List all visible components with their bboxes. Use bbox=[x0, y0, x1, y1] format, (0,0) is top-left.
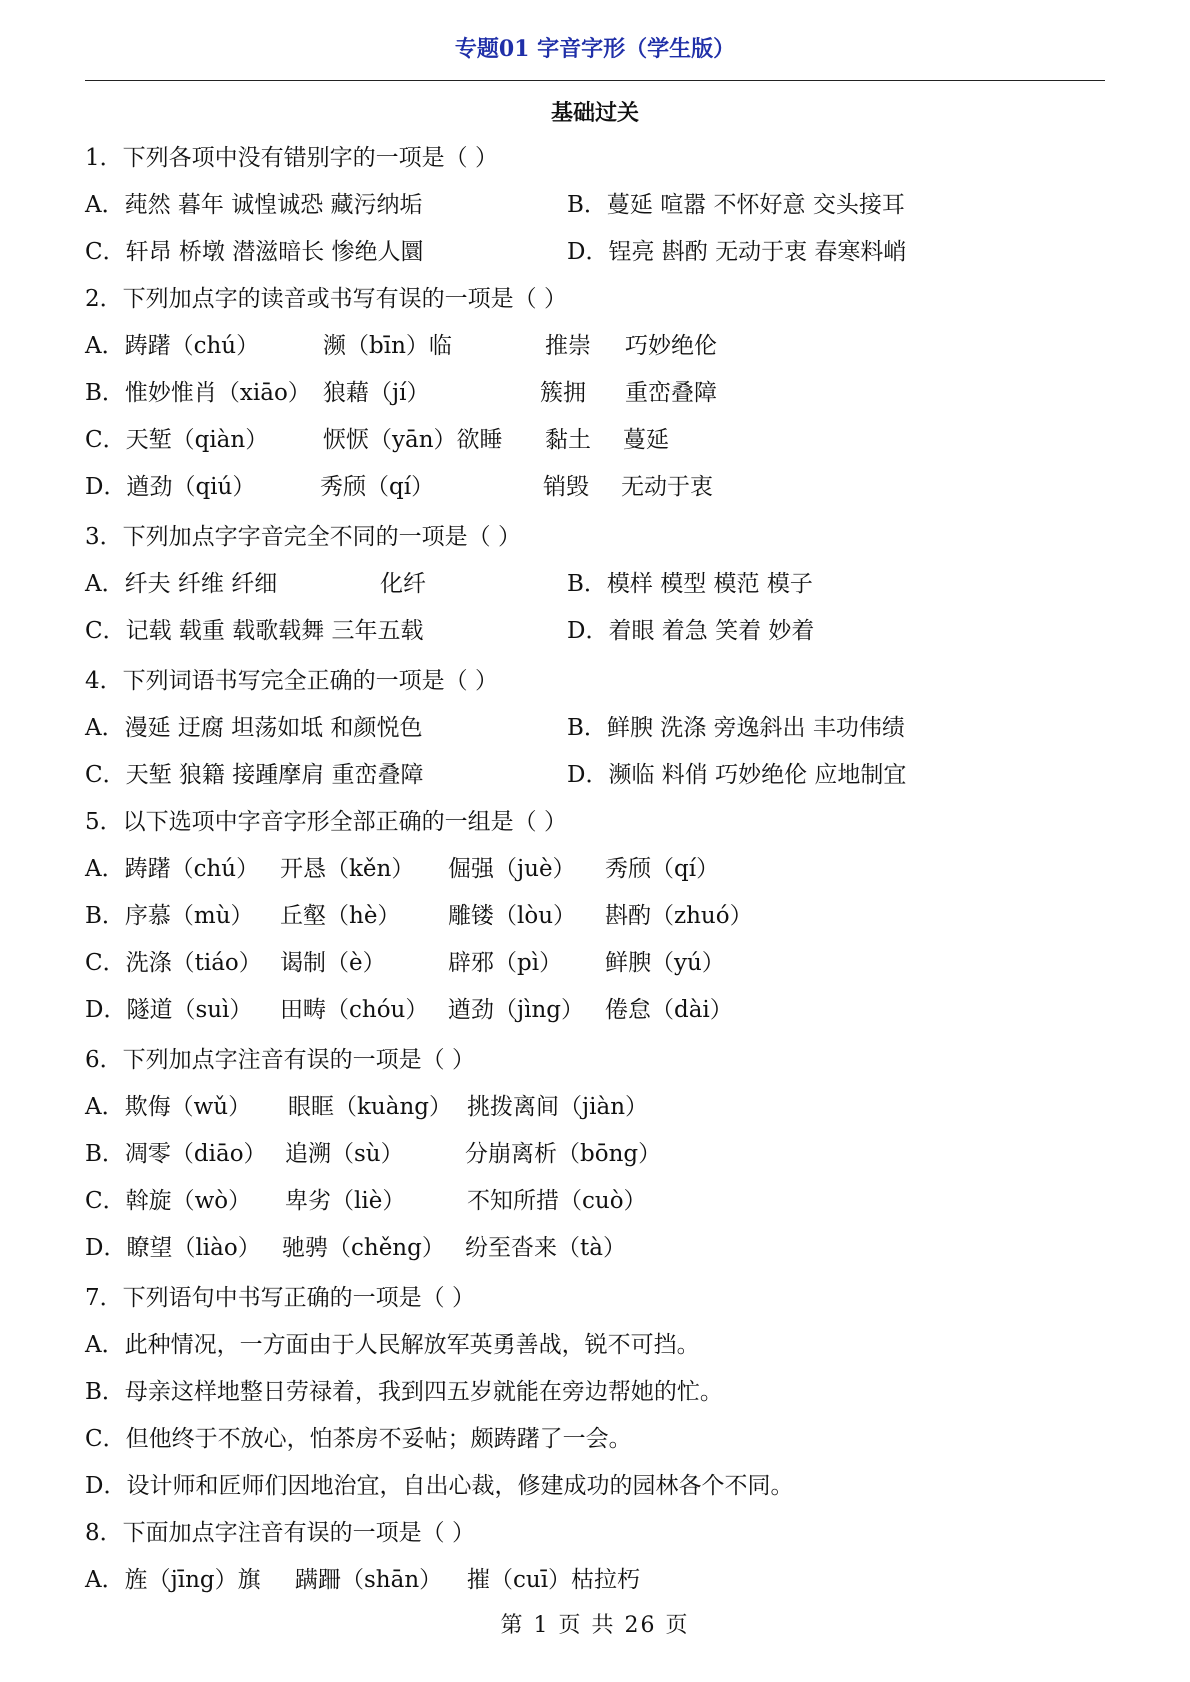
option-c-item: 鲜腴（yú） bbox=[605, 950, 725, 976]
question-stem: 1．下列各项中没有错别字的一项是（ ） bbox=[85, 145, 498, 171]
option-d: D．设计师和匠师们因地治宜，自出心裁，修建成功的园林各个不同。 bbox=[85, 1473, 794, 1499]
option-row bbox=[85, 846, 1105, 893]
option-d-item: 田畴（chóu） bbox=[280, 997, 429, 1023]
page-number: 第 1 页 共 26 页 bbox=[500, 1613, 690, 1638]
question-stem: 4．下列词语书写完全正确的一项是（ ） bbox=[85, 668, 498, 694]
option-c-item: C．洗涤（tiáo） bbox=[85, 950, 262, 976]
option-row bbox=[85, 705, 1105, 752]
option-c: C．轩昂 桥墩 潜滋暗长 惨绝人圜 bbox=[85, 239, 424, 265]
option-b-item: B．凋零（diāo） bbox=[85, 1141, 267, 1167]
option-d: D．着眼 着急 笑着 妙着 bbox=[567, 618, 815, 644]
option-b-item: 簇拥 bbox=[540, 380, 586, 406]
option-row bbox=[85, 1322, 1105, 1369]
question-stem: 6．下列加点字注音有误的一项是（ ） bbox=[85, 1047, 475, 1073]
option-b-item: 重峦叠障 bbox=[625, 380, 717, 406]
option-row bbox=[85, 1178, 1105, 1225]
question-stem: 5．以下选项中字音字形全部正确的一组是（ ） bbox=[85, 809, 567, 835]
option-d-item: D．隧道（suì） bbox=[85, 997, 253, 1023]
header-divider bbox=[85, 80, 1105, 81]
option-b-item: 丘壑（hè） bbox=[280, 903, 401, 929]
option-d-item: 无动于衷 bbox=[621, 474, 713, 500]
option-b-item: 狼藉（jí） bbox=[323, 380, 430, 406]
option-d-item: D．瞭望（liào） bbox=[85, 1235, 261, 1261]
option-row bbox=[85, 1557, 1105, 1604]
option-row bbox=[85, 1416, 1105, 1463]
option-a-item: 挑拨离间（jiàn） bbox=[467, 1094, 649, 1120]
option-b-item: 追溯（sù） bbox=[285, 1141, 404, 1167]
option-a-item: A．踌躇（chú） bbox=[85, 333, 260, 359]
option-c-item: C．斡旋（wò） bbox=[85, 1188, 252, 1214]
option-c-item: 不知所措（cuò） bbox=[467, 1188, 647, 1214]
option-b-item: B．惟妙惟肖（xiāo） bbox=[85, 380, 311, 406]
option-b: B．母亲这样地整日劳禄着，我到四五岁就能在旁边帮她的忙。 bbox=[85, 1379, 723, 1405]
option-a-item: 巧妙绝伦 bbox=[625, 333, 717, 359]
option-d-item: 纷至沓来（tà） bbox=[465, 1235, 626, 1261]
document-title: 专题01 字音字形（学生版） bbox=[454, 36, 736, 62]
option-c-item: 卑劣（liè） bbox=[285, 1188, 406, 1214]
option-c-item: 蔓延 bbox=[623, 427, 669, 453]
option-a-item: 化纤 bbox=[380, 571, 426, 597]
question-stem: 2．下列加点字的读音或书写有误的一项是（ ） bbox=[85, 286, 567, 312]
option-row bbox=[85, 1225, 1105, 1272]
option-row bbox=[85, 182, 1105, 229]
option-d-item: 倦怠（dài） bbox=[605, 997, 733, 1023]
question-stem: 3．下列加点字字音完全不同的一项是（ ） bbox=[85, 524, 521, 550]
option-row bbox=[85, 229, 1105, 276]
option-b-item: 斟酌（zhuó） bbox=[605, 903, 753, 929]
option-d: D．锃亮 斟酌 无动于衷 春寒料峭 bbox=[567, 239, 907, 265]
option-d-item: 遒劲（jìng） bbox=[448, 997, 585, 1023]
option-row bbox=[85, 1369, 1105, 1416]
option-b-item: 分崩离析（bōng） bbox=[465, 1141, 662, 1167]
option-row bbox=[85, 370, 1105, 417]
option-row bbox=[85, 608, 1105, 655]
option-row bbox=[85, 561, 1105, 608]
option-row bbox=[85, 752, 1105, 799]
question-stem: 8．下面加点字注音有误的一项是（ ） bbox=[85, 1520, 475, 1546]
option-c-item: 谒制（è） bbox=[280, 950, 386, 976]
option-b: B．蔓延 喧嚣 不怀好意 交头接耳 bbox=[567, 192, 905, 218]
option-a-item: A．踌躇（chú） bbox=[85, 856, 260, 882]
option-a: A．此种情况，一方面由于人民解放军英勇善战，锐不可挡。 bbox=[85, 1332, 700, 1358]
question-stem: 7．下列语句中书写正确的一项是（ ） bbox=[85, 1285, 475, 1311]
option-a-item: 濒（bīn）临 bbox=[323, 333, 452, 359]
option-a-item: A．欺侮（wǔ） bbox=[85, 1094, 252, 1120]
option-a-item: 秀颀（qí） bbox=[605, 856, 720, 882]
option-b-item: B．序慕（mù） bbox=[85, 903, 254, 929]
option-c-item: 辟邪（pì） bbox=[448, 950, 563, 976]
option-c: C．记载 载重 载歌载舞 三年五载 bbox=[85, 618, 424, 644]
option-d-item: 销毁 bbox=[543, 474, 589, 500]
option-row bbox=[85, 940, 1105, 987]
option-c-item: 黏土 bbox=[545, 427, 591, 453]
option-a-item: 倔强（juè） bbox=[448, 856, 576, 882]
option-d-item: 秀颀（qí） bbox=[320, 474, 435, 500]
option-c-item: C．天堑（qiàn） bbox=[85, 427, 269, 453]
option-b: B．鲜腴 洗涤 旁逸斜出 丰功伟绩 bbox=[567, 715, 905, 741]
option-a-item: 开恳（kěn） bbox=[280, 856, 415, 882]
option-d-item: D．遒劲（qiú） bbox=[85, 474, 256, 500]
section-title: 基础过关 bbox=[550, 100, 639, 126]
option-row bbox=[85, 987, 1105, 1034]
option-b: B．模样 模型 模范 模子 bbox=[567, 571, 813, 597]
question-list bbox=[85, 135, 1105, 1604]
option-row bbox=[85, 464, 1105, 511]
option-row bbox=[85, 1131, 1105, 1178]
option-a-item: 蹒跚（shān） bbox=[295, 1567, 443, 1593]
option-a: A．莼然 暮年 诚惶诚恐 藏污纳垢 bbox=[85, 192, 423, 218]
option-row bbox=[85, 417, 1105, 464]
option-row bbox=[85, 893, 1105, 940]
option-a: A．漫延 迂腐 坦荡如坻 和颜悦色 bbox=[85, 715, 423, 741]
option-c: C．但他终于不放心，怕茶房不妥帖；颇踌躇了一会。 bbox=[85, 1426, 632, 1452]
option-a-item: 眼眶（kuàng） bbox=[288, 1094, 452, 1120]
option-a-item: 推崇 bbox=[545, 333, 591, 359]
option-d: D．濒临 料俏 巧妙绝伦 应地制宜 bbox=[567, 762, 907, 788]
option-c: C．天堑 狼籍 接踵摩肩 重峦叠障 bbox=[85, 762, 424, 788]
option-d-item: 驰骋（chěng） bbox=[282, 1235, 445, 1261]
option-row bbox=[85, 323, 1105, 370]
option-b-item: 雕镂（lòu） bbox=[448, 903, 577, 929]
option-a-item: 摧（cuī）枯拉朽 bbox=[467, 1567, 641, 1593]
option-c-item: 恹恹（yān）欲睡 bbox=[323, 427, 503, 453]
option-row bbox=[85, 1463, 1105, 1510]
option-a: A．纤夫 纤维 纤细 bbox=[85, 571, 278, 597]
option-a-item: A．旌（jīng）旗 bbox=[85, 1567, 261, 1593]
option-row bbox=[85, 1084, 1105, 1131]
